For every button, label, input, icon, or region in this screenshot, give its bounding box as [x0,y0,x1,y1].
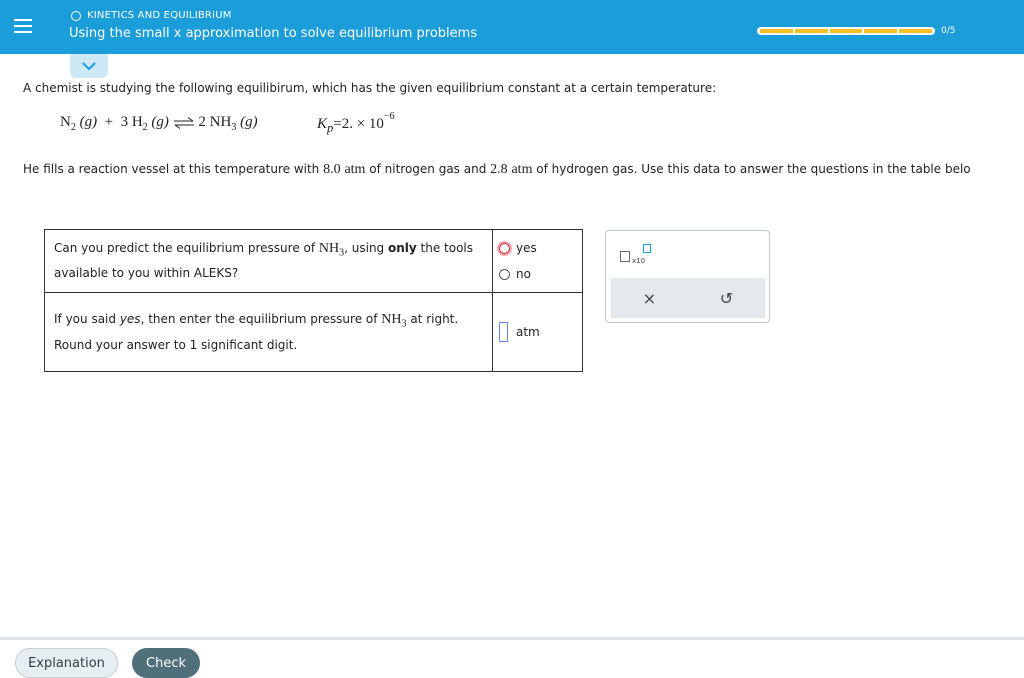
pressure-input[interactable] [499,322,508,342]
h2-pressure: 2.8 [490,162,508,177]
data-text: of hydrogen gas. Use this data to answer the questions in the table belo [532,162,971,176]
eq-state: (g) [240,114,258,130]
q2-italic: yes [119,312,141,327]
tool-actions [611,278,765,318]
q2-chem: NH [381,312,402,328]
topic-label [71,10,232,21]
radio-icon[interactable] [499,243,510,254]
clear-button[interactable] [611,278,688,318]
data-text: of nitrogen gas and [365,162,491,176]
question-1 [45,230,493,293]
question-row [45,230,583,293]
eq-h2-sub: 2 [142,122,148,133]
kp-exponent: −6 [383,111,395,122]
eq-state: (g) [79,114,98,130]
top-bar [0,0,1024,54]
eq-h2: 3 H [120,114,143,130]
q2-text: If you said [54,312,120,327]
close-icon: × [642,288,657,308]
progress-count: 0/5 [941,26,956,36]
question-table [44,229,583,372]
eq-n2: N [60,114,71,130]
scientific-notation-button[interactable] [620,243,660,265]
q1-text: Can you predict the equilibrium pressure of [54,241,319,255]
n2-pressure: 8.0 [323,162,341,177]
progress-segment [899,29,932,33]
problem-intro: A chemist is studying the following equilibirum, which has the given equilibrium constant at a certain temperature: [23,81,717,95]
answer-2 [493,293,583,372]
kp-symbol: K [317,116,328,132]
progress-segment [830,29,863,33]
radio-icon[interactable] [499,269,510,280]
kp-value: =2. × 10 [333,116,384,132]
q1-chem: NH [318,241,340,256]
question-row [45,293,583,372]
circle-icon [71,11,81,21]
eq-nh3: 2 NH [198,114,232,130]
eq-state: (g) [151,114,169,130]
chevron-down-icon [82,62,96,71]
eq-nh3-sub: 3 [231,122,237,133]
q1-text: , using [344,241,388,255]
sci-label: x10 [632,257,646,265]
q1-bold: only [387,241,417,255]
radio-label: no [516,267,531,282]
hamburger-icon [14,17,32,35]
q1-chem-sub: 3 [339,247,345,259]
q2-text: , then enter the equilibrium pressure of [140,312,382,327]
answer-1 [493,230,583,293]
radio-yes[interactable] [499,241,576,255]
topic-text: KINETICS AND EQUILIBRIUM [87,10,232,21]
radio-no[interactable] [499,267,576,281]
problem-data [23,162,971,178]
footer-divider [0,637,1024,640]
q1-text: the tools available to you within ALEKS? [54,241,474,281]
exponent-box-icon [643,244,651,253]
kp-sub: p [327,121,334,135]
radio-label: yes [516,241,537,256]
collapse-button[interactable] [70,54,108,78]
progress-segment [864,29,897,33]
progress-segment [760,29,793,33]
base-box-icon [620,251,630,262]
data-text: He fills a reaction vessel at this temperature with [23,162,324,176]
undo-button[interactable] [688,278,765,318]
progress-segment [795,29,828,33]
explanation-button[interactable]: Explanation [15,648,118,678]
math-tool-panel [605,230,770,323]
menu-button[interactable] [0,0,46,52]
question-2 [45,293,493,372]
check-button[interactable]: Check [132,648,200,678]
pressure-unit: atm [511,162,533,177]
chemical-equation [60,114,258,133]
answer-unit: atm [516,325,540,340]
answer-field [499,322,576,342]
progress-bar [757,27,935,35]
q2-text: at right. Round your answer to 1 significant digit. [54,312,459,352]
q2-chem-sub: 3 [401,318,407,330]
eq-n2-sub: 2 [70,122,76,133]
pressure-unit: atm [344,162,366,177]
equilibrium-constant [317,111,395,136]
eq-plus: + [104,114,114,130]
undo-icon: ↺ [719,288,734,308]
equilibrium-arrow-icon [173,117,195,129]
page-title: Using the small x approximation to solve equilibrium problems [69,26,478,41]
